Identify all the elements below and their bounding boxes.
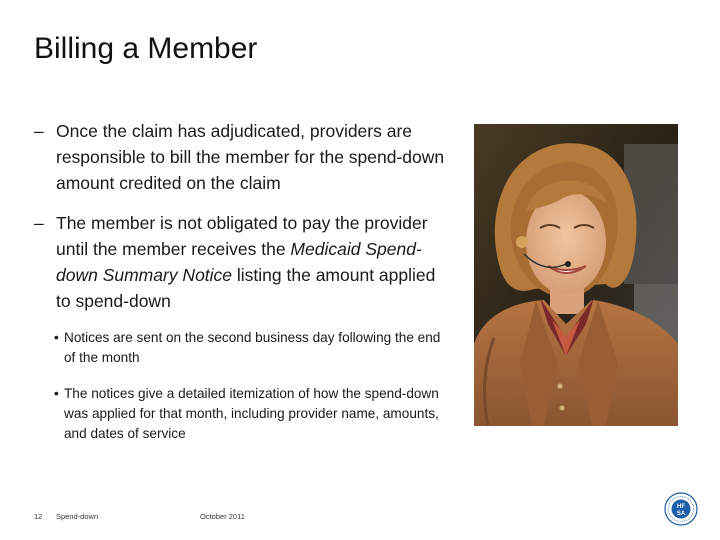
bullet-text-after: listing the amount applied to spend-down xyxy=(56,265,436,311)
notice-name-italic: Medicaid Spend-down Summary Notice xyxy=(56,239,422,285)
photo-illustration xyxy=(474,124,678,426)
bullet-text-before: The member is not obligated to pay the provider until the member receives the xyxy=(56,213,428,259)
customer-service-photo xyxy=(474,124,678,426)
bullet-dash: – xyxy=(34,121,44,141)
sub-bullet-text: The notices give a detailed itemization of how the spend-down was applied for that month, including provider name, amounts, and dates of service xyxy=(64,386,439,441)
sub-bullet-item-1 xyxy=(30,328,450,368)
svg-text:HF: HF xyxy=(677,504,685,510)
bullet-item-2 xyxy=(30,210,450,314)
sub-bullet-text: Notices are sent on the second business day following the end of the month xyxy=(64,330,441,365)
sub-bullet-dot: • xyxy=(54,386,59,401)
bullet-list xyxy=(30,118,450,460)
slide-title: Billing a Member xyxy=(34,32,258,65)
bullet-dash: – xyxy=(34,213,44,233)
bullet-text: Once the claim has adjudicated, providers are responsible to bill the member for the spend-down amount credited on the claim xyxy=(56,121,445,193)
sub-bullet-item-2 xyxy=(30,384,450,444)
sub-bullet-dot: • xyxy=(54,330,59,345)
footer-date: October 2011 xyxy=(200,512,245,521)
agency-seal-logo xyxy=(664,492,698,526)
bullet-item-1 xyxy=(30,118,450,196)
footer-topic: Spend-down xyxy=(56,512,99,521)
page-number: 12 xyxy=(34,512,43,521)
svg-text:SA: SA xyxy=(676,511,686,517)
